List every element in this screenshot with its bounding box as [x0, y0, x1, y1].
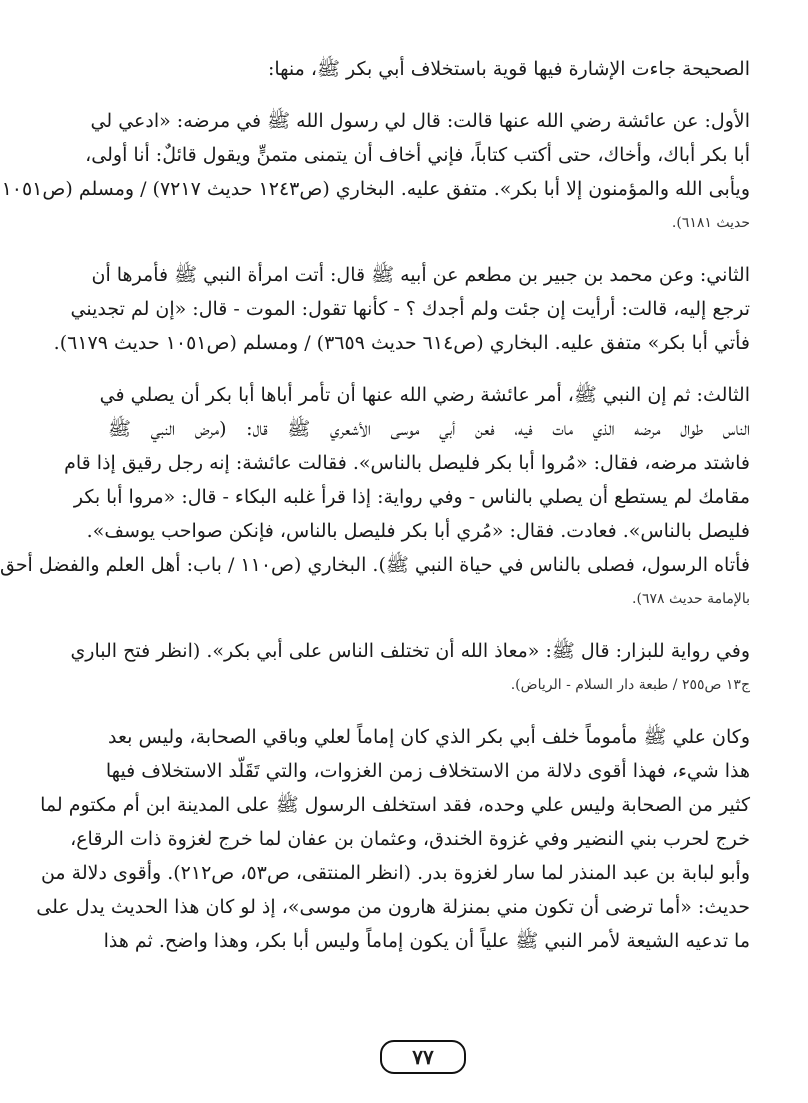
spacer [108, 702, 750, 720]
text-line: الثاني: وعن محمد بن جبير بن مطعم عن أبيه ﷺ قال: أتت امرأة النبي ﷺ فأمرها أن [91, 264, 750, 286]
text-line: أبا بكر أباك، وأخاك، حتى أكتب كتاباً، فإني أخاف أن يتمنى متمنٍّ ويقول قائلٌ: أنا أولى، [85, 144, 750, 166]
text-line: فليصل بالناس». فعادت. فقال: «مُري أبا بكر فليصل بالناس، فإنكن صواحب يوسف». [86, 520, 750, 542]
citation-note: ج١٣ ص٢٥٥ / طبعة دار السلام - الرياض). [510, 677, 750, 693]
text-line: هذا شيء، فهذا أقوى دلالة من الاستخلاف زمن الغزوات، والتي تَقَلّد الاستخلاف فيها [105, 760, 750, 782]
citation-note: حديث ٦١٨١). [671, 215, 750, 231]
paragraph-third [0, 378, 750, 616]
spacer [108, 360, 750, 378]
text-line: الأول: عن عائشة رضي الله عنها قالت: قال لي رسول الله ﷺ في مرضه: «ادعي لي [90, 110, 750, 132]
text-line: ما تدعيه الشيعة لأمر النبي ﷺ علياً أن يكون إماماً وليس أبا بكر، وهذا واضح. ثم هذا [103, 930, 750, 952]
text-line: حديث: «أما ترضى أن تكون مني بمنزلة هارون من موسى»، إذ لو كان هذا الحديث يدل على [36, 896, 750, 918]
document-page [0, 52, 750, 958]
text-line: فاشتد مرضه، فقال: «مُروا أبا بكر فليصل بالناس». فقالت عائشة: إنه رجل رقيق إذا قام [64, 452, 750, 474]
text-line: كثير من الصحابة وليس علي وحده، فقد استخلف الرسول ﷺ على المدينة ابن أم مكتوم لما [40, 794, 750, 816]
spacer [108, 86, 750, 104]
text-line: وفي رواية للبزار: قال ﷺ: «معاذ الله أن تختلف الناس على أبي بكر». (انظر فتح الباري [70, 640, 750, 662]
spacer [108, 240, 750, 258]
text-line: وأبو لبابة بن عبد المنذر لما سار لغزوة بدر. (انظر المنتقى، ص٥٣، ص٢١٢). وأقوى دلالة من [40, 862, 750, 884]
text-line: ترجع إليه، قالت: أرأيت إن جئت ولم أجدك ؟ - كأنها تقول: الموت - قال: «إن لم تجديني [70, 298, 750, 320]
page-number: ٧٧ [412, 1045, 434, 1069]
paragraph-second [53, 258, 750, 360]
text-line: وكان علي ﷺ مأموماً خلف أبي بكر الذي كان إماماً لعلي وباقي الصحابة، وليس بعد [108, 726, 750, 748]
text-line: الناس طوال مرضه الذي مات فيه، فعن أبي موسى الأشعري ﷺ قال: (مرض النبي ﷺ [108, 418, 750, 440]
paragraph-first [1, 104, 750, 240]
spacer [108, 616, 750, 634]
paragraph-fourth [70, 634, 750, 702]
text-line: فأتي أبا بكر» متفق عليه. البخاري (ص٦١٤ حديث ٣٦٥٩) / ومسلم (ص١٠٥١ حديث ٦١٧٩). [53, 332, 750, 354]
text-line: فأتاه الرسول، فصلى بالناس في حياة النبي ﷺ). البخاري (ص١١٠ / باب: أهل العلم والفضل أحق [0, 554, 750, 576]
text-line: ويأبى الله والمؤمنون إلا أبا بكر». متفق عليه. البخاري (ص١٢٤٣ حديث ٧٢١٧) / ومسلم (ص١٠٥١ [1, 178, 750, 200]
text-line: مقامك لم يستطع أن يصلي بالناس - وفي رواية: إذا قرأ غلبه البكاء - قال: «مروا أبا بكر [73, 486, 750, 508]
text-line: الثالث: ثم إن النبي ﷺ، أمر عائشة رضي الله عنها أن تأمر أباها أبا بكر أن يصلي في [99, 384, 750, 406]
intro-line: الصحيحة جاءت الإشارة فيها قوية باستخلاف أبي بكر ﷺ، منها: [267, 58, 750, 80]
page-number-frame [380, 1040, 466, 1074]
paragraph-fifth [36, 720, 750, 958]
citation-note: بالإمامة حديث ٦٧٨). [632, 591, 750, 607]
text-line: خرج لحرب بني النضير وفي غزوة الخندق، وعثمان بن عفان لما خرج لغزوة ذات الرقاع، [70, 828, 750, 850]
